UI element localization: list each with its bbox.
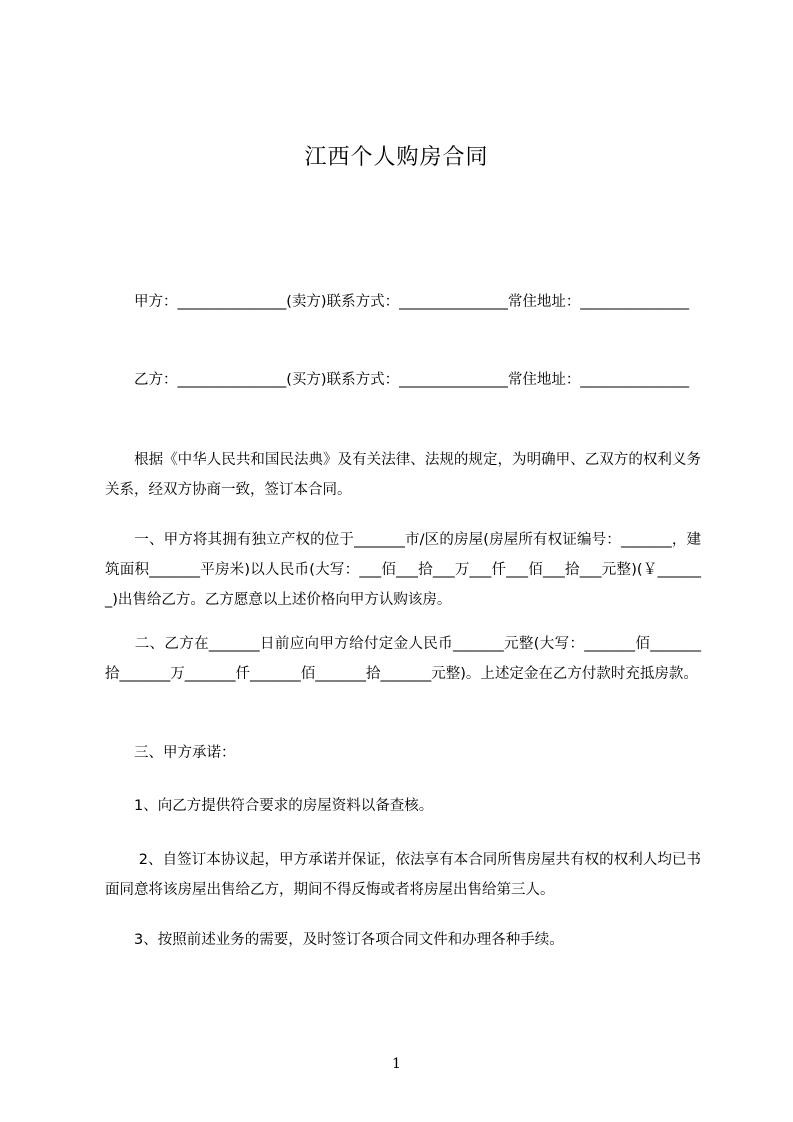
- clause-3-item-2: 2、自签订本协议起，甲方承诺并保证，依法享有本合同所售房屋共有权的权利人均已书面同意将该房屋出售给乙方，期间不得反悔或者将房屋出售给第三人。: [105, 852, 701, 898]
- preamble-paragraph: 根据《中华人民共和国民法典》及有关法律、法规的规定，为明确甲、乙双方的权利义务关系，经双方协商一致，签订本合同。: [105, 452, 701, 498]
- clause-3-item-1: 1、向乙方提供符合要求的房屋资料以备查核。: [105, 798, 434, 814]
- clause-2-paragraph: 二、乙方在_______日前应向甲方给付定金人民币_______元整(大写：_______佰_______拾_______万_______仟_______佰_______拾_______元整)。上述定金在乙方付款时充抵房款。: [105, 636, 701, 682]
- clause-1-paragraph: 一、甲方将其拥有独立产权的位于_______市/区的房屋(房屋所有权证编号：_______，建筑面积_______平房米)以人民币(大写：___佰___拾___万___仟___佰___拾___元整)(￥_______)出售给乙方。乙方愿意以上述价格向甲方认购该房。: [105, 532, 701, 608]
- document-title: 江西个人购房合同: [304, 145, 489, 170]
- party-b-info-paragraph: 乙方：_______________(买方)联系方式：_______________常住地址：_______________: [105, 372, 690, 388]
- party-a-info-paragraph: 甲方：_______________(卖方)联系方式：_______________常住地址：_______________: [105, 294, 690, 310]
- clause-3-heading: 三、甲方承诺：: [105, 745, 236, 761]
- page-number: 1: [392, 1056, 401, 1072]
- clause-3-item-3: 3、按照前述业务的需要，及时签订各项合同文件和办理各种手续。: [105, 932, 564, 948]
